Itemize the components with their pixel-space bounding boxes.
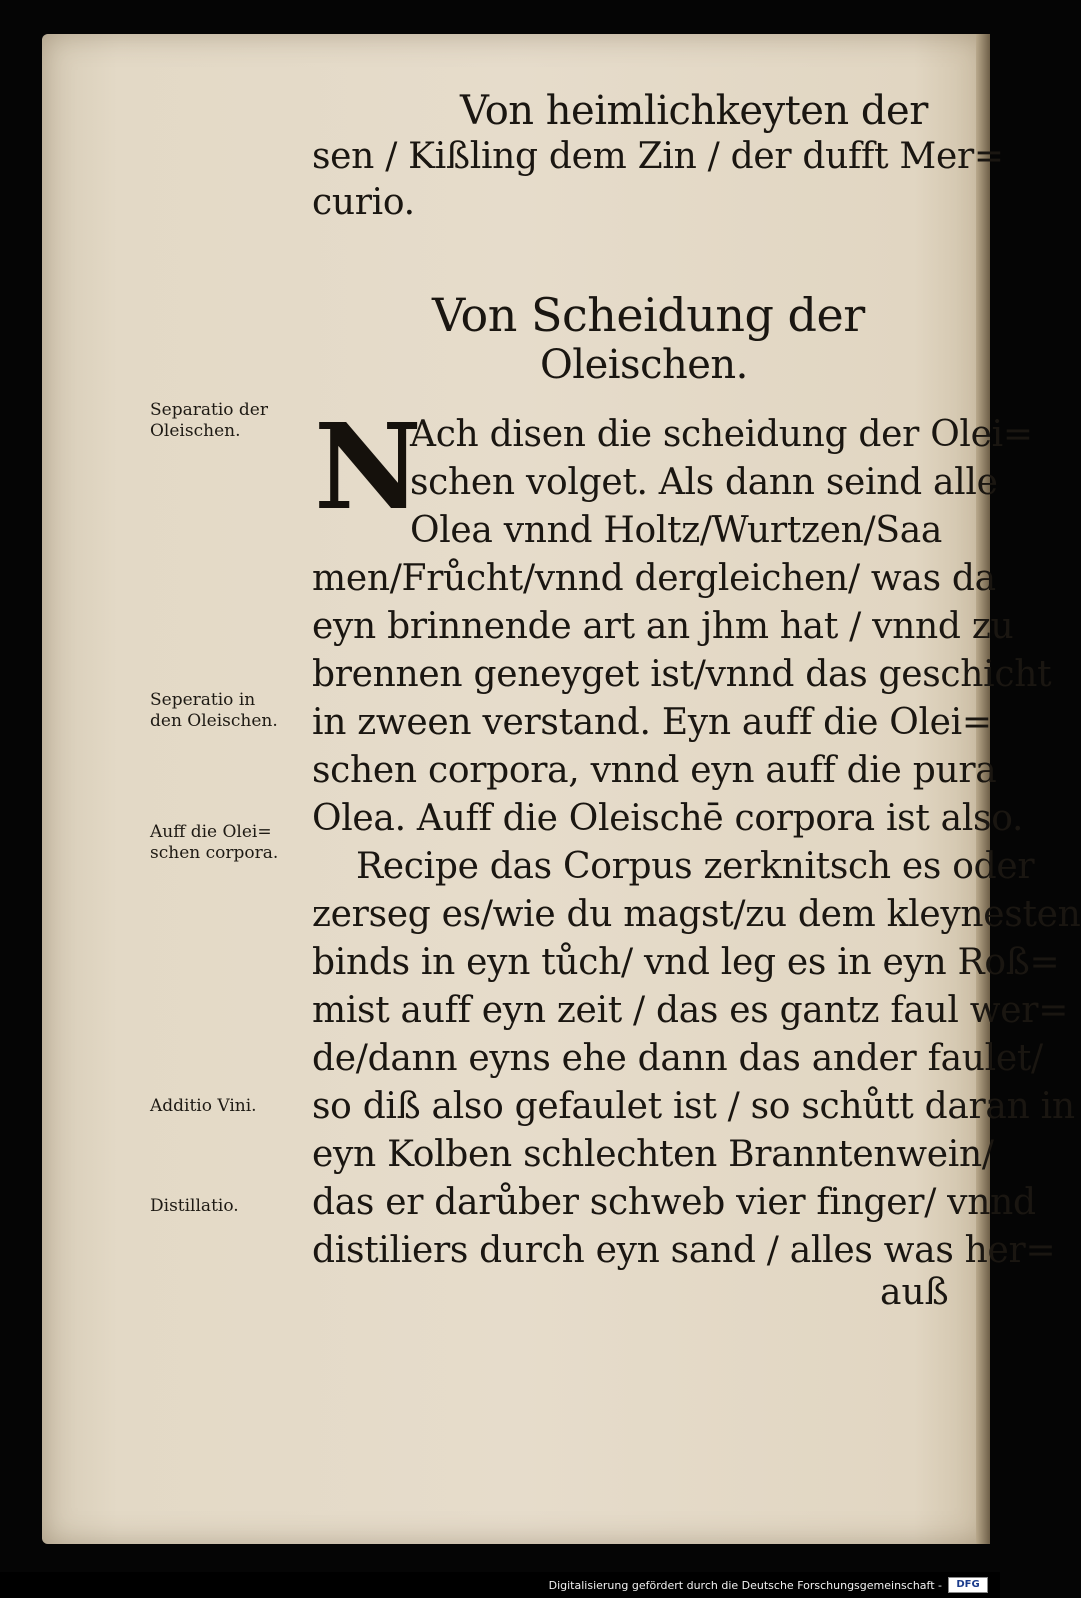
dfg-logo: DFG — [948, 1577, 988, 1593]
body-line: men/Frůcht/vnnd dergleichen/ was da — [312, 558, 996, 599]
body-line: das er darůber schweb vier finger/ vnnd — [312, 1182, 1036, 1223]
body-line: Olea vnnd Holtz/Wurtzen/Saa — [410, 510, 943, 551]
running-head: Von heimlichkeyten der — [460, 88, 928, 134]
intro-line: sen / Kißling dem Zin / der dufft Mer= — [312, 136, 1004, 177]
footer-credit: Digitalisierung gefördert durch die Deutsche Forschungsgemeinschaft - — [548, 1579, 942, 1592]
body-line: Olea. Auff die Oleischē corpora ist also. — [312, 798, 1024, 839]
margin-note: Additio Vini. — [150, 1096, 257, 1116]
body-line: mist auff eyn zeit / das es gantz faul wer= — [312, 990, 1069, 1031]
body-line: binds in eyn tůch/ vnd leg es in eyn Roß= — [312, 942, 1060, 983]
catchword: auß — [880, 1272, 949, 1313]
body-line: schen volget. Als dann seind alle — [410, 462, 998, 503]
section-heading: Oleischen. — [540, 342, 748, 388]
margin-note: Separatio der Oleischen. — [150, 400, 268, 441]
intro-line: curio. — [312, 182, 415, 223]
body-line: eyn Kolben schlechten Branntenwein/ — [312, 1134, 994, 1175]
margin-note: Auff die Olei= schen corpora. — [150, 822, 279, 863]
margin-note: Seperatio in den Oleischen. — [150, 690, 278, 731]
body-line: Ach disen die scheidung der Olei= — [410, 414, 1033, 455]
footer-bar — [0, 1572, 1000, 1598]
body-line: brennen geneyget ist/vnnd das geschicht — [312, 654, 1052, 695]
body-line: schen corpora, vnnd eyn auff die pura — [312, 750, 997, 791]
body-line: zerseg es/wie du magst/zu dem kleynesten — [312, 894, 1081, 935]
body-line: Recipe das Corpus zerknitsch es oder — [356, 846, 1035, 887]
body-line: distiliers durch eyn sand / alles was her= — [312, 1230, 1056, 1271]
body-line: eyn brinnende art an jhm hat / vnnd zu — [312, 606, 1014, 647]
body-line: de/dann eyns ehe dann das ander faulet/ — [312, 1038, 1043, 1079]
body-line: so diß also gefaulet ist / so schůtt daran in — [312, 1086, 1075, 1127]
drop-cap-initial: N — [314, 397, 422, 536]
body-line: in zween verstand. Eyn auff die Olei= — [312, 702, 992, 743]
section-heading: Von Scheidung der — [432, 288, 865, 342]
margin-note: Distillatio. — [150, 1196, 239, 1216]
